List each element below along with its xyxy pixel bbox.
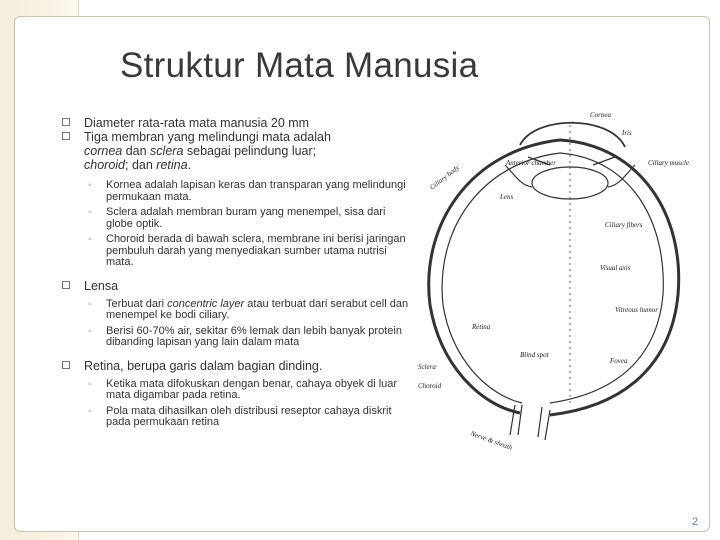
slide-content [62,116,412,429]
eye-diagram-svg [410,105,715,450]
bullet-membran: Tiga membran yang melindungi mata adalah cornea dan sclera sebagai pelindung luar; choroid; dan retina. [62,130,412,172]
sub-bullet-retina-2: ◦ Pola mata dihasilkan oleh distribusi reseptor cahaya diskrit pada permukaan retina [88,404,392,428]
sub-bullet-retina-1: ◦ Ketika mata difokuskan dengan benar, cahaya obyek di luar mata digambar pada retina. [88,377,398,401]
label-iris: Iris [622,129,632,137]
slide-title: Struktur Mata Manusia [120,46,479,85]
circle-bullet-icon: ◦ [88,378,92,390]
circle-bullet-icon: ◦ [88,298,92,310]
sub-bullet-lensa-2: ◦ Berisi 60-70% air, sekitar 6% lemak dan lebih banyak protein dibanding lapisan yang lain dalam mata [88,324,402,348]
circle-bullet-icon: ◦ [88,325,92,337]
label-retina: Retina [472,323,491,331]
label-vitreous-humor: Vitreous humor [615,306,658,314]
circle-bullet-icon: ◦ [88,207,92,218]
label-blind-spot: Blind spot [520,351,549,359]
square-bullet-icon [62,118,70,126]
label-lens: Lens [500,193,514,201]
label-ciliary-fibers: Ciliary fibers [605,221,643,229]
sub-bullet-lensa-1: ◦ Terbuat dari concentric layer atau terbuat dari serabut cell dan menempel ke bodi ciliary. [88,297,409,321]
label-fovea: Fovea [610,357,628,365]
label-nerve-sheath: Nerve & sheath [469,429,514,450]
label-ciliary-body: Ciliary body [428,163,461,192]
square-bullet-icon [62,132,70,140]
bullet-diameter: Diameter rata-rata mata manusia 20 mm [62,116,412,130]
sub-bullet-kornea: ◦ Kornea adalah lapisan keras dan transparan yang melindungi permukaan mata. [88,179,406,203]
square-bullet-icon [62,361,70,369]
label-cornea: Cornea [590,111,611,119]
page-number: 2 [692,516,699,528]
label-ciliary-muscle: Ciliary muscle [648,159,690,167]
sub-bullet-choroid: ◦ Choroid berada di bawah sclera, membrane ini berisi jaringan pembuluh darah yang menyediakan sumber utama nutrisi mata. [88,233,406,268]
label-sclera: Sclera [418,363,436,371]
circle-bullet-icon: ◦ [88,234,92,245]
circle-bullet-icon: ◦ [88,405,92,417]
label-visual-axis: Visual axis [600,264,631,272]
label-anterior-chamber: Anterior chamber [506,159,556,167]
square-bullet-icon [62,281,70,289]
bullet-lensa: Lensa [62,279,412,293]
circle-bullet-icon: ◦ [88,180,92,191]
bullet-retina: Retina, berupa garis dalam bagian dinding. [62,359,412,373]
sub-bullet-sclera: ◦ Sclera adalah membran buram yang menempel, sisa dari globe optik. [88,206,386,230]
eye-cross-section-diagram [410,105,715,450]
label-choroid: Choroid [418,382,442,390]
